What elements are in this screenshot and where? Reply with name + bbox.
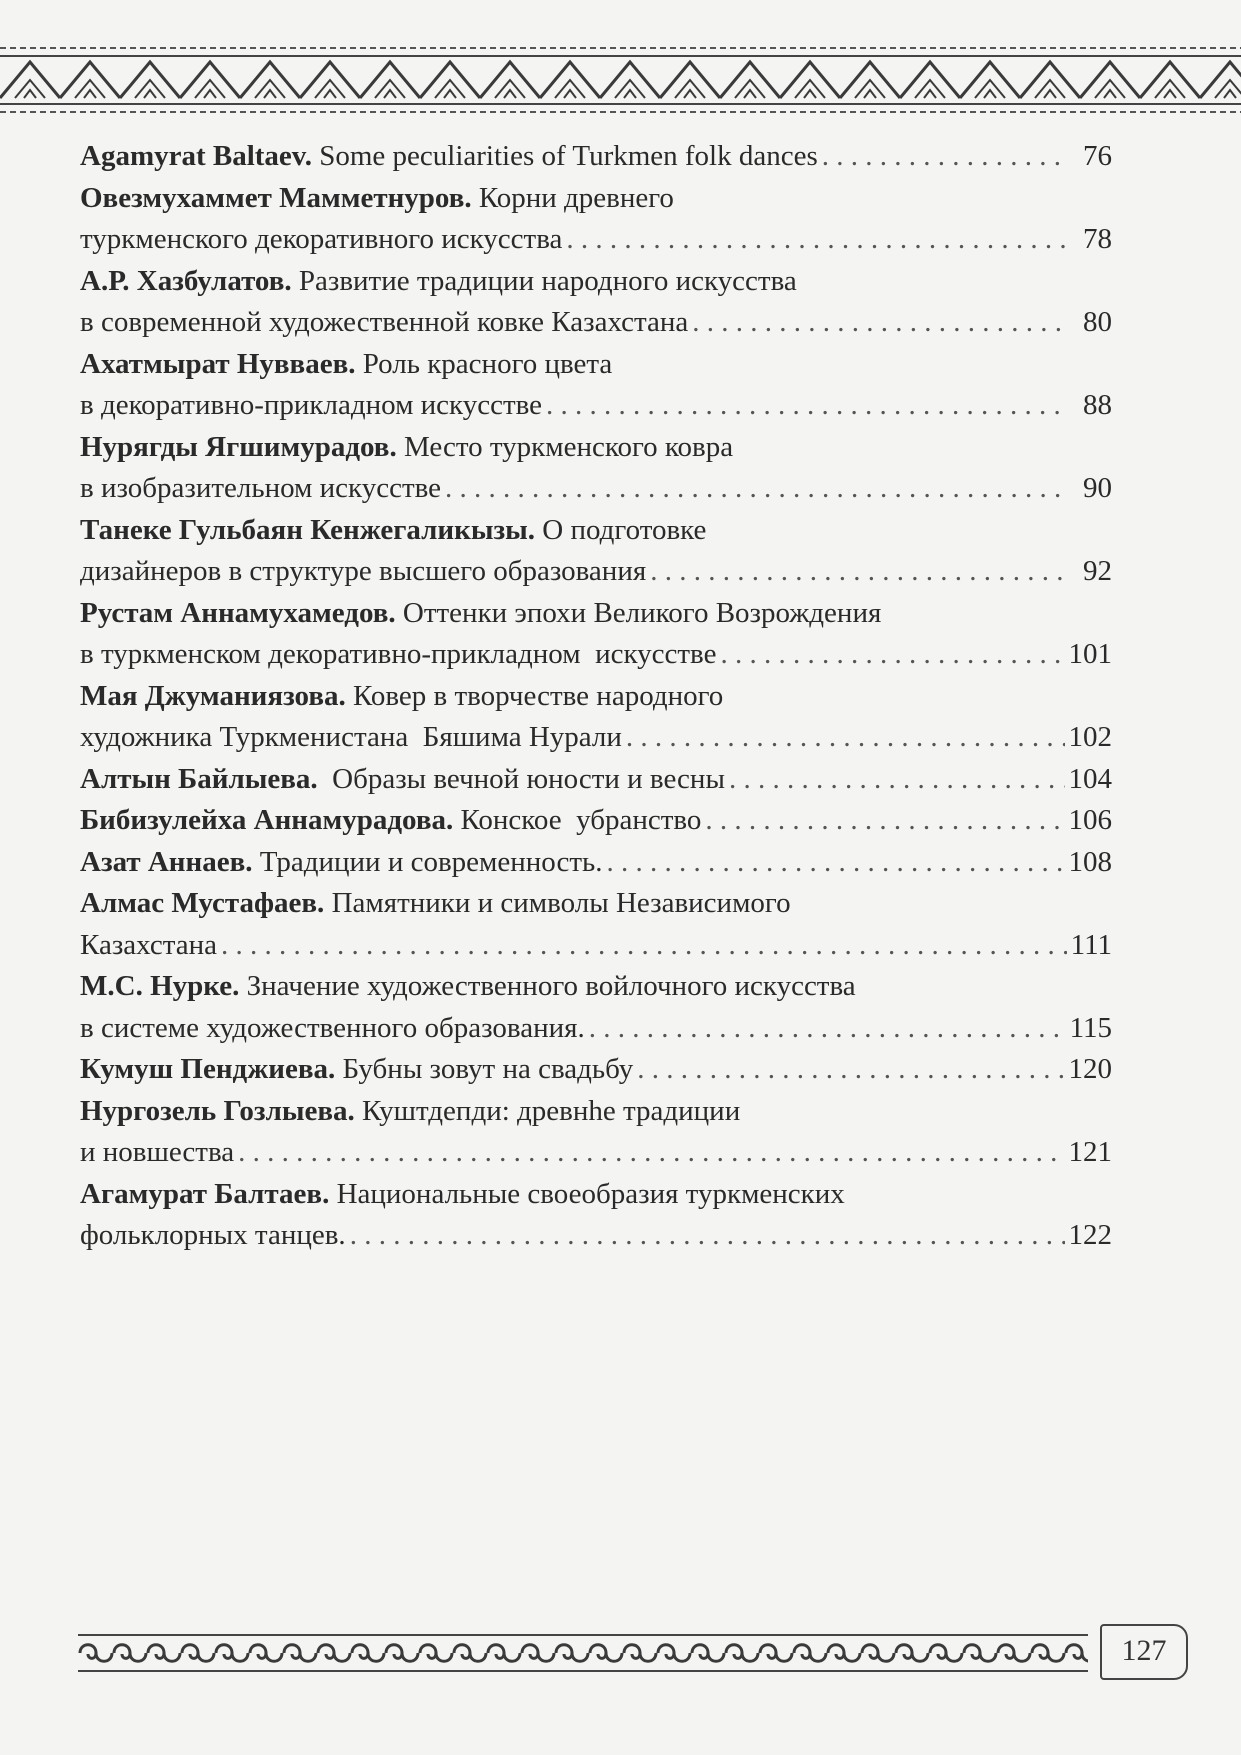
toc-title: Бубны зовут на свадьбу bbox=[335, 1053, 634, 1085]
toc-title: фольклорных танцев. bbox=[80, 1219, 346, 1251]
dot-leader bbox=[626, 717, 1065, 759]
toc-page-number: 104 bbox=[1068, 762, 1112, 795]
dot-leader bbox=[350, 1215, 1065, 1257]
toc-title: Оттенки эпохи Великого Возрождения bbox=[395, 596, 882, 629]
toc-entry bbox=[80, 593, 1112, 676]
toc-entry-line bbox=[80, 219, 1112, 261]
toc-author: Танеке Гульбаян Кенжегаликызы. bbox=[80, 513, 536, 546]
toc-title: в системе художественного образования. bbox=[80, 1011, 585, 1044]
bottom-ornament-band bbox=[78, 1632, 1088, 1674]
toc-entry-line bbox=[80, 551, 1112, 593]
toc-page-number: 92 bbox=[1083, 555, 1112, 587]
toc-entry-line bbox=[80, 1215, 1112, 1257]
toc-entry-line bbox=[80, 468, 1112, 510]
toc-entry-line bbox=[80, 302, 1112, 344]
toc-title: в туркменском декоративно-прикладном искусстве bbox=[80, 638, 717, 670]
dot-leader bbox=[566, 219, 1068, 261]
top-ornament-band bbox=[0, 40, 1241, 120]
toc-title: художника Туркменистана Бяшима Нурали bbox=[80, 721, 622, 753]
toc-title: Казахстана bbox=[80, 928, 217, 961]
toc-page-number: 108 bbox=[1068, 845, 1112, 878]
toc-page-number: 111 bbox=[1070, 928, 1112, 961]
toc-author: Алтын Байлыева. bbox=[80, 762, 318, 795]
toc-author: Ахатмырат Нувваев. bbox=[80, 347, 356, 380]
toc-entry bbox=[80, 883, 1112, 966]
toc-author: Agamyrat Baltaev. bbox=[80, 140, 312, 172]
toc-page-number: 78 bbox=[1083, 223, 1112, 255]
dot-leader bbox=[720, 634, 1064, 676]
toc-title: Some peculiarities of Turkmen folk dances bbox=[311, 140, 818, 172]
toc-title: Образы вечной юности и весны bbox=[317, 762, 725, 795]
toc-entry bbox=[80, 842, 1112, 884]
toc-entry-line bbox=[80, 925, 1112, 967]
toc-author: М.С. Нурке. bbox=[80, 970, 240, 1002]
toc-entry-line bbox=[80, 800, 1112, 842]
toc-entry-line bbox=[80, 883, 1112, 925]
toc-entry bbox=[80, 1174, 1112, 1257]
toc-page-number: 115 bbox=[1069, 1011, 1112, 1044]
dot-leader bbox=[650, 551, 1068, 593]
toc-entry bbox=[80, 427, 1112, 510]
toc-entry-line bbox=[80, 717, 1112, 759]
toc-title: дизайнеров в структуре высшего образования bbox=[80, 555, 647, 587]
toc-page-number: 90 bbox=[1083, 472, 1112, 504]
toc-title: в декоративно-прикладном искусстве bbox=[80, 389, 543, 421]
toc-entry-line bbox=[80, 178, 1112, 220]
toc-entry-line bbox=[80, 634, 1112, 676]
page-number: 127 bbox=[1100, 1624, 1188, 1680]
toc-page-number: 122 bbox=[1068, 1219, 1112, 1251]
toc-title: Роль красного цвета bbox=[355, 347, 613, 380]
toc-entry-line bbox=[80, 1091, 1112, 1133]
toc-entry bbox=[80, 510, 1112, 593]
toc-page-number: 120 bbox=[1068, 1053, 1112, 1085]
toc-entry-line bbox=[80, 385, 1112, 427]
toc-title: Корни древнего bbox=[471, 181, 674, 214]
dot-leader bbox=[705, 800, 1064, 842]
toc-title: и новшества bbox=[80, 1136, 235, 1168]
dot-leader bbox=[692, 302, 1068, 344]
dot-leader bbox=[238, 1132, 1064, 1174]
dot-leader bbox=[445, 468, 1068, 510]
toc-entry-line bbox=[80, 966, 1112, 1008]
toc-title: Национальные своеобразия туркменских bbox=[329, 1177, 845, 1210]
toc-author: Агамурат Балтаев. bbox=[80, 1177, 330, 1210]
toc-title: Памятники и символы Независимого bbox=[324, 887, 791, 919]
toc-entry bbox=[80, 136, 1112, 178]
dot-leader bbox=[221, 925, 1067, 967]
toc-entry-line bbox=[80, 344, 1112, 386]
toc-entry bbox=[80, 966, 1112, 1049]
toc-title: в изобразительном искусстве bbox=[80, 472, 442, 504]
toc-entry bbox=[80, 1091, 1112, 1174]
toc-title: Развитие традиции народного искусства bbox=[291, 264, 797, 297]
toc-entry bbox=[80, 261, 1112, 344]
toc-author: Алмас Мустафаев. bbox=[80, 887, 325, 919]
dot-leader bbox=[546, 385, 1068, 427]
toc-title: Место туркменского ковра bbox=[396, 430, 734, 463]
toc-entry-line bbox=[80, 1008, 1112, 1050]
toc-title: в современной художественной ковке Казахстана bbox=[80, 306, 689, 338]
toc-entry-line bbox=[80, 1132, 1112, 1174]
dot-leader bbox=[729, 759, 1065, 801]
toc-page-number: 76 bbox=[1083, 140, 1112, 172]
toc-page-number: 102 bbox=[1068, 721, 1112, 753]
dot-leader bbox=[822, 136, 1068, 178]
toc-page-number: 106 bbox=[1068, 804, 1112, 836]
toc-entry bbox=[80, 759, 1112, 801]
toc-entry-line bbox=[80, 676, 1112, 718]
dot-leader bbox=[607, 842, 1065, 884]
toc-entry-line bbox=[80, 593, 1112, 635]
toc-author: А.Р. Хазбулатов. bbox=[80, 264, 292, 297]
toc-entry-line bbox=[80, 1174, 1112, 1216]
toc-title: Значение художественного войлочного искусства bbox=[239, 970, 856, 1002]
dot-leader bbox=[637, 1049, 1064, 1091]
toc-title: Традиции и современность. bbox=[252, 845, 603, 878]
toc-entry bbox=[80, 800, 1112, 842]
toc-entry bbox=[80, 1049, 1112, 1091]
toc-page-number: 121 bbox=[1068, 1136, 1112, 1168]
dot-leader bbox=[589, 1008, 1066, 1050]
toc-title: О подготовке bbox=[535, 513, 707, 546]
toc-author: Нургозель Гозлыева. bbox=[80, 1094, 355, 1127]
toc-entry-line bbox=[80, 261, 1112, 303]
toc-author: Овезмухаммет Мамметнуров. bbox=[80, 181, 472, 214]
toc-author: Мая Джуманиязова. bbox=[80, 679, 346, 712]
toc-page-number: 101 bbox=[1068, 638, 1112, 670]
toc-author: Рустам Аннамухамедов. bbox=[80, 596, 396, 629]
table-of-contents bbox=[80, 136, 1112, 1257]
toc-title: Ковер в творчестве народного bbox=[345, 679, 724, 712]
toc-page-number: 80 bbox=[1083, 306, 1112, 338]
toc-entry bbox=[80, 676, 1112, 759]
toc-entry bbox=[80, 344, 1112, 427]
toc-entry-line bbox=[80, 136, 1112, 178]
toc-entry-line bbox=[80, 427, 1112, 469]
toc-author: Нурягды Ягшимурадов. bbox=[80, 430, 397, 463]
toc-entry-line bbox=[80, 510, 1112, 552]
toc-entry-line bbox=[80, 759, 1112, 801]
toc-title: туркменского декоративного искусства bbox=[80, 223, 563, 255]
toc-entry bbox=[80, 178, 1112, 261]
toc-title: Куштдепди: древнhе традиции bbox=[354, 1094, 741, 1127]
toc-page-number: 88 bbox=[1083, 389, 1112, 421]
toc-author: Бибизулейха Аннамурадова. bbox=[80, 804, 454, 836]
toc-author: Кумуш Пенджиева. bbox=[80, 1053, 336, 1085]
toc-author: Азат Аннаев. bbox=[80, 845, 253, 878]
toc-entry-line bbox=[80, 1049, 1112, 1091]
toc-title: Конское убранство bbox=[453, 804, 702, 836]
toc-entry-line bbox=[80, 842, 1112, 884]
